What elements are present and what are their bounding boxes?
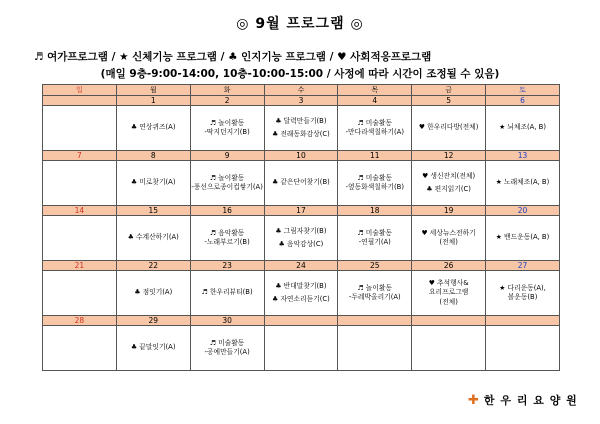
date-cell: 25 — [338, 261, 412, 271]
date-cell: 20 — [486, 206, 560, 216]
weekday-tue: 화 — [190, 85, 264, 96]
program-cell — [264, 271, 338, 316]
program-entry: -딱지던지기(B) — [204, 128, 250, 136]
program-cell — [486, 106, 560, 151]
program-entry: ♣ 반대말찾기(B) — [275, 282, 327, 291]
program-cell — [338, 161, 412, 206]
date-row — [43, 96, 560, 106]
program-entry: ♬ 미술활동 — [209, 338, 245, 347]
date-cell: 17 — [264, 206, 338, 216]
date-cell: 19 — [412, 206, 486, 216]
program-cell — [43, 271, 117, 316]
program-entry: ♬ 미술활동 — [357, 118, 393, 127]
program-cell — [338, 106, 412, 151]
program-entry: ♬ 음악활동 — [209, 228, 245, 237]
date-cell: 29 — [116, 316, 190, 326]
program-cell — [116, 161, 190, 206]
date-cell — [43, 96, 117, 106]
program-entry: -만다라색칠하기(A) — [345, 128, 404, 136]
date-cell: 30 — [190, 316, 264, 326]
program-entry: ♣ 점잇기(A) — [134, 288, 173, 297]
date-row — [43, 261, 560, 271]
program-entry: ♬ 놀이활동 — [209, 173, 245, 182]
program-entry: ♬ 놀이활동 — [357, 283, 393, 292]
program-cell — [486, 326, 560, 371]
date-row — [43, 151, 560, 161]
program-cell — [190, 271, 264, 316]
date-cell: 6 — [486, 96, 560, 106]
program-cell — [338, 326, 412, 371]
date-cell — [412, 316, 486, 326]
program-entry: ♥ 한우리다방(전체) — [418, 123, 479, 132]
program-cell — [116, 106, 190, 151]
date-cell — [264, 316, 338, 326]
page-title: ◎ 9월 프로그램 ◎ — [236, 16, 364, 32]
program-cell — [412, 271, 486, 316]
program-cell — [264, 216, 338, 261]
program-cell — [116, 216, 190, 261]
program-cell — [43, 326, 117, 371]
program-entry: -연필기(A) — [358, 238, 391, 246]
program-cell — [43, 161, 117, 206]
program-row — [43, 271, 560, 316]
program-entry: ★ 노래체조(A, B) — [495, 178, 550, 187]
date-cell: 3 — [264, 96, 338, 106]
weekday-sat: 토 — [486, 85, 560, 96]
date-cell: 7 — [43, 151, 117, 161]
program-entry: ♬ 미술활동 — [357, 228, 393, 237]
date-cell: 4 — [338, 96, 412, 106]
date-cell: 24 — [264, 261, 338, 271]
program-entry: ★ 뇌체조(A, B) — [499, 123, 546, 132]
date-cell: 27 — [486, 261, 560, 271]
date-cell: 12 — [412, 151, 486, 161]
program-cell — [412, 161, 486, 206]
program-entry: -옆동화색칠하기(B) — [345, 183, 404, 191]
program-cell — [486, 216, 560, 261]
program-entry: ♬ 미술활동 — [357, 173, 393, 182]
program-cell — [264, 161, 338, 206]
program-entry: ♣ 끝말잇기(A) — [131, 343, 176, 352]
program-cell — [116, 326, 190, 371]
program-row — [43, 161, 560, 206]
program-entry: ♣ 음악감상(C) — [278, 239, 324, 248]
program-entry: ★ 밴드운동(A, B) — [495, 233, 550, 242]
program-entry: -공예만들기(A) — [204, 348, 250, 356]
program-cell — [190, 326, 264, 371]
program-entry: (전체) — [439, 297, 458, 306]
weekday-header — [43, 85, 560, 96]
weekday-thu: 목 — [338, 85, 412, 96]
date-cell: 21 — [43, 261, 117, 271]
program-entry: ♣ 같은단어찾기(B) — [272, 178, 330, 187]
program-entry: ♣ 편지읽기(C) — [426, 184, 471, 193]
program-entry: ♣ 자연소리듣기(C) — [272, 294, 330, 303]
date-cell — [486, 316, 560, 326]
date-cell: 26 — [412, 261, 486, 271]
date-cell: 8 — [116, 151, 190, 161]
program-row — [43, 216, 560, 261]
weekday-wed: 수 — [264, 85, 338, 96]
program-entry: ♬ 한우리뷰티(B) — [201, 288, 253, 297]
program-entry: ♥ 추석행사& — [428, 279, 469, 288]
program-entry: ♣ 수계산하기(A) — [127, 233, 179, 242]
program-cell — [190, 106, 264, 151]
program-entry: ♥ 생신잔치(전체) — [422, 172, 476, 181]
date-cell: 1 — [116, 96, 190, 106]
program-entry: ♣ 연상퀴즈(A) — [131, 123, 176, 132]
facility-footer — [468, 392, 578, 408]
date-cell: 9 — [190, 151, 264, 161]
program-cell — [116, 271, 190, 316]
program-entry: 요리프로그램 — [428, 288, 469, 297]
program-cell — [412, 326, 486, 371]
program-entry: ♣ 전래동화감상(C) — [272, 129, 330, 138]
program-entry: ★ 다리운동(A), — [499, 283, 546, 292]
program-entry: ♣ 달력만들기(B) — [275, 117, 327, 126]
date-cell: 18 — [338, 206, 412, 216]
program-cell — [43, 216, 117, 261]
date-cell: 13 — [486, 151, 560, 161]
program-row — [43, 106, 560, 151]
date-cell: 15 — [116, 206, 190, 216]
program-entry: -노래부르기(B) — [204, 238, 250, 246]
date-cell: 5 — [412, 96, 486, 106]
date-cell: 22 — [116, 261, 190, 271]
program-cell — [264, 106, 338, 151]
program-entry: ♬ 놀이활동 — [209, 118, 245, 127]
program-entry: ♥ 세상뉴스전하기 — [421, 228, 476, 237]
program-cell — [190, 216, 264, 261]
date-cell: 14 — [43, 206, 117, 216]
weekday-mon: 월 — [116, 85, 190, 96]
date-cell: 2 — [190, 96, 264, 106]
date-cell: 11 — [338, 151, 412, 161]
date-cell — [338, 316, 412, 326]
facility-name: 한 우 리 요 양 원 — [483, 394, 578, 407]
health-cross-logo-icon: ✚ — [468, 393, 480, 408]
program-cell — [43, 106, 117, 151]
program-entry: -풍선으로종이컵쌓기(A) — [191, 183, 263, 191]
program-legend: ♬ 여가프로그램 / ★ 신체기능 프로그램 / ♣ 인지기능 프로그램 / ♥ 사회적응프로그램 — [34, 51, 432, 63]
date-row — [43, 206, 560, 216]
program-entry: 볼운동(B) — [507, 293, 538, 301]
weekday-sun: 일 — [43, 85, 117, 96]
date-cell: 16 — [190, 206, 264, 216]
date-cell: 23 — [190, 261, 264, 271]
date-row — [43, 316, 560, 326]
program-cell — [412, 106, 486, 151]
program-entry: ♣ 미로찾기(A) — [131, 178, 176, 187]
program-row — [43, 326, 560, 371]
calendar-table — [42, 84, 560, 371]
program-cell — [412, 216, 486, 261]
operating-hours: (매일 9층-9:00-14:00, 10층-10:00-15:00 / 사정에 따라 시간이 조정될 수 있음) — [100, 68, 500, 80]
program-entry: (전체) — [439, 238, 458, 246]
date-cell: 10 — [264, 151, 338, 161]
weekday-fri: 금 — [412, 85, 486, 96]
program-cell — [190, 161, 264, 206]
program-cell — [338, 271, 412, 316]
program-cell — [486, 271, 560, 316]
program-cell — [264, 326, 338, 371]
program-cell — [338, 216, 412, 261]
program-entry: ♣ 그림자찾기(B) — [275, 227, 327, 236]
program-entry: -두레박올리기(A) — [348, 293, 401, 301]
date-cell: 28 — [43, 316, 117, 326]
program-cell — [486, 161, 560, 206]
